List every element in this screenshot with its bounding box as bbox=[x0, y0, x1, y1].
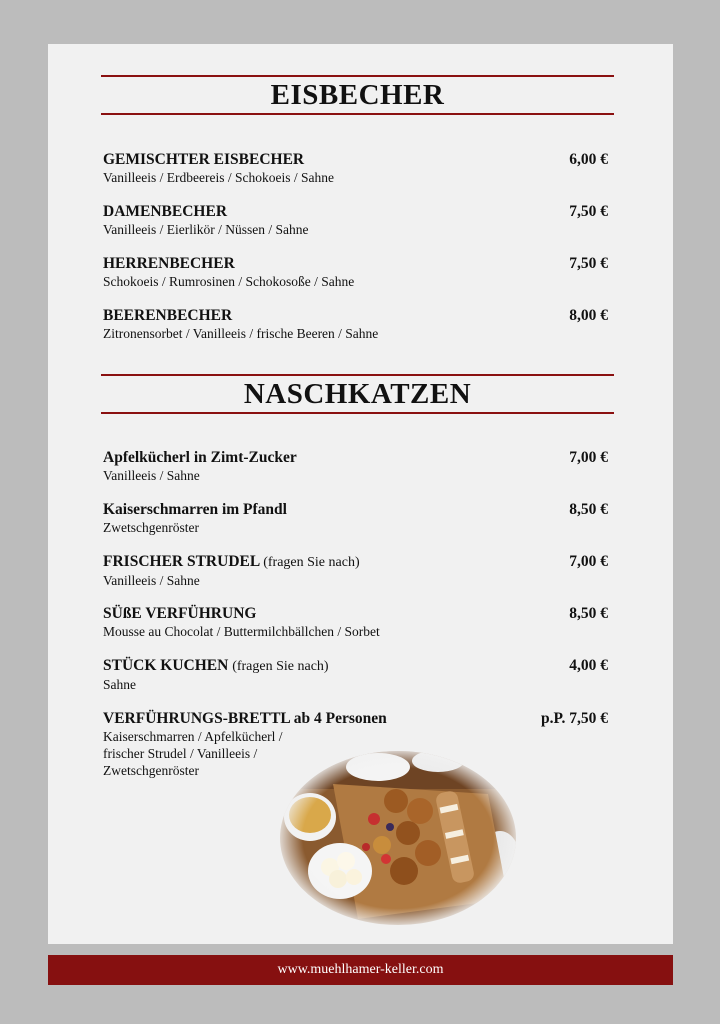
item-name: DAMENBECHER bbox=[103, 203, 228, 220]
menu-item bbox=[103, 605, 608, 640]
menu-item bbox=[103, 255, 608, 290]
section-title-eisbecher: EISBECHER bbox=[101, 75, 614, 115]
item-name: STÜCK KUCHEN bbox=[103, 657, 229, 674]
item-description: Zitronensorbet / Vanilleeis / frische Beeren / Sahne bbox=[103, 326, 379, 341]
item-name: HERRENBECHER bbox=[103, 255, 235, 272]
item-price: 6,00 € bbox=[569, 151, 608, 168]
item-description: Vanilleeis / Sahne bbox=[103, 468, 200, 483]
item-description: Vanilleeis / Eierlikör / Nüssen / Sahne bbox=[103, 222, 309, 237]
item-price: 8,50 € bbox=[569, 605, 608, 622]
menu-item bbox=[103, 449, 608, 484]
item-description: Vanilleeis / Erdbeereis / Schokoeis / Sahne bbox=[103, 170, 334, 185]
menu-item bbox=[103, 553, 608, 589]
item-name: VERFÜHRUNGS-BRETTL ab 4 Personen bbox=[103, 710, 387, 727]
menu-item bbox=[103, 307, 608, 342]
item-price: 7,50 € bbox=[569, 255, 608, 272]
item-description: Mousse au Chocolat / Buttermilchbällchen / Sorbet bbox=[103, 624, 380, 639]
item-name: FRISCHER STRUDEL bbox=[103, 553, 260, 570]
item-name: SÜßE VERFÜHRUNG bbox=[103, 605, 257, 622]
item-description: Sahne bbox=[103, 677, 136, 692]
item-price: 7,00 € bbox=[569, 553, 608, 570]
item-name-line bbox=[103, 553, 608, 572]
item-name: Kaiserschmarren im Pfandl bbox=[103, 501, 287, 518]
item-price: 4,00 € bbox=[569, 657, 608, 674]
menu-item bbox=[103, 203, 608, 238]
menu-item bbox=[103, 657, 608, 693]
item-description: Schokoeis / Rumrosinen / Schokosoße / Sahne bbox=[103, 274, 355, 289]
item-description: Zwetschgenröster bbox=[103, 520, 199, 535]
menu-item bbox=[103, 151, 608, 186]
item-name: BEERENBECHER bbox=[103, 307, 233, 324]
dessert-platter-photo bbox=[278, 749, 518, 927]
item-price: 7,50 € bbox=[569, 203, 608, 220]
item-name-line bbox=[103, 657, 608, 676]
item-price: 8,50 € bbox=[569, 501, 608, 518]
item-description-line: Zwetschgenröster bbox=[103, 763, 199, 778]
menu-item bbox=[103, 501, 608, 536]
item-note: (fragen Sie nach) bbox=[232, 659, 329, 674]
item-price: 8,00 € bbox=[569, 307, 608, 324]
section-title-naschkatzen: NASCHKATZEN bbox=[101, 374, 614, 414]
item-description-line: frischer Strudel / Vanilleeis / bbox=[103, 746, 258, 761]
footer-website[interactable]: www.muehlhamer-keller.com bbox=[48, 955, 673, 985]
item-price: p.P. 7,50 € bbox=[540, 710, 608, 727]
item-note: (fragen Sie nach) bbox=[263, 555, 360, 570]
item-name: Apfelkücherl in Zimt-Zucker bbox=[103, 449, 297, 466]
item-description: Vanilleeis / Sahne bbox=[103, 573, 200, 588]
item-description-line: Kaiserschmarren / Apfelkücherl / bbox=[103, 729, 283, 744]
menu-page bbox=[48, 44, 673, 944]
item-price: 7,00 € bbox=[569, 449, 608, 466]
item-name: GEMISCHTER EISBECHER bbox=[103, 151, 305, 168]
